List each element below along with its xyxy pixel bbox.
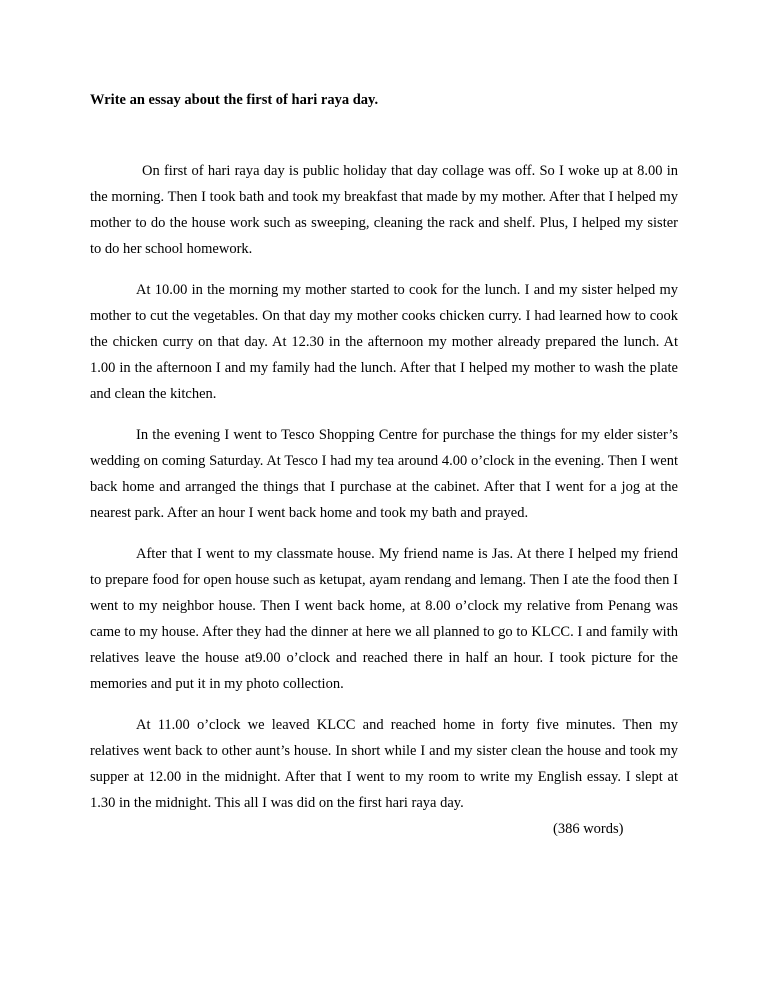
essay-paragraph-4: After that I went to my classmate house. My friend name is Jas. At there I helped my friend to prepare food for open house such as ketupat, ayam rendang and lemang. Then I ate the food then I went to my neighbor house. Then I went back home, at 8.00 o’clock my relative from Penang was came to my house. After they had the dinner at here we all planned to go to KLCC. I and family with relatives leave the house at9.00 o’clock and reached there in half an hour. I took picture for the memories and put it in my photo collection. [90, 546, 678, 692]
essay-title: Write an essay about the first of hari raya day. [90, 92, 379, 108]
essay-paragraph-1: On first of hari raya day is public holiday that day collage was off. So I woke up at 8.00 in the morning. Then I took bath and took my breakfast that made by my mother. After that I helped my mother to do the house work such as sweeping, cleaning the rack and shelf. Plus, I helped my sister to do her school homework. [90, 163, 678, 257]
essay-paragraph-3: In the evening I went to Tesco Shopping Centre for purchase the things for my elder sister’s wedding on coming Saturday. At Tesco I had my tea around 4.00 o’clock in the evening. Then I went back home and arranged the things that I purchase at the cabinet. After that I went for a jog at the nearest park. After an hour I went back home and took my bath and prayed. [90, 427, 678, 521]
essay-paragraph-5: At 11.00 o’clock we leaved KLCC and reached home in forty five minutes. Then my relatives went back to other aunt’s house. In short while I and my sister clean the house and took my supper at 12.00 in the midnight. After that I went to my room to write my English essay. I slept at 1.30 in the midnight. This all I was did on the first hari raya day. [90, 717, 678, 811]
word-count: (386 words) [553, 821, 624, 837]
essay-paragraph-2: At 10.00 in the morning my mother started to cook for the lunch. I and my sister helped my mother to cut the vegetables. On that day my mother cooks chicken curry. I had learned how to cook the chicken curry on that day. At 12.30 in the afternoon my mother already prepared the lunch. At 1.00 in the afternoon I and my family had the lunch. After that I helped my mother to wash the plate and clean the kitchen. [90, 282, 678, 402]
essay-body [90, 158, 678, 831]
